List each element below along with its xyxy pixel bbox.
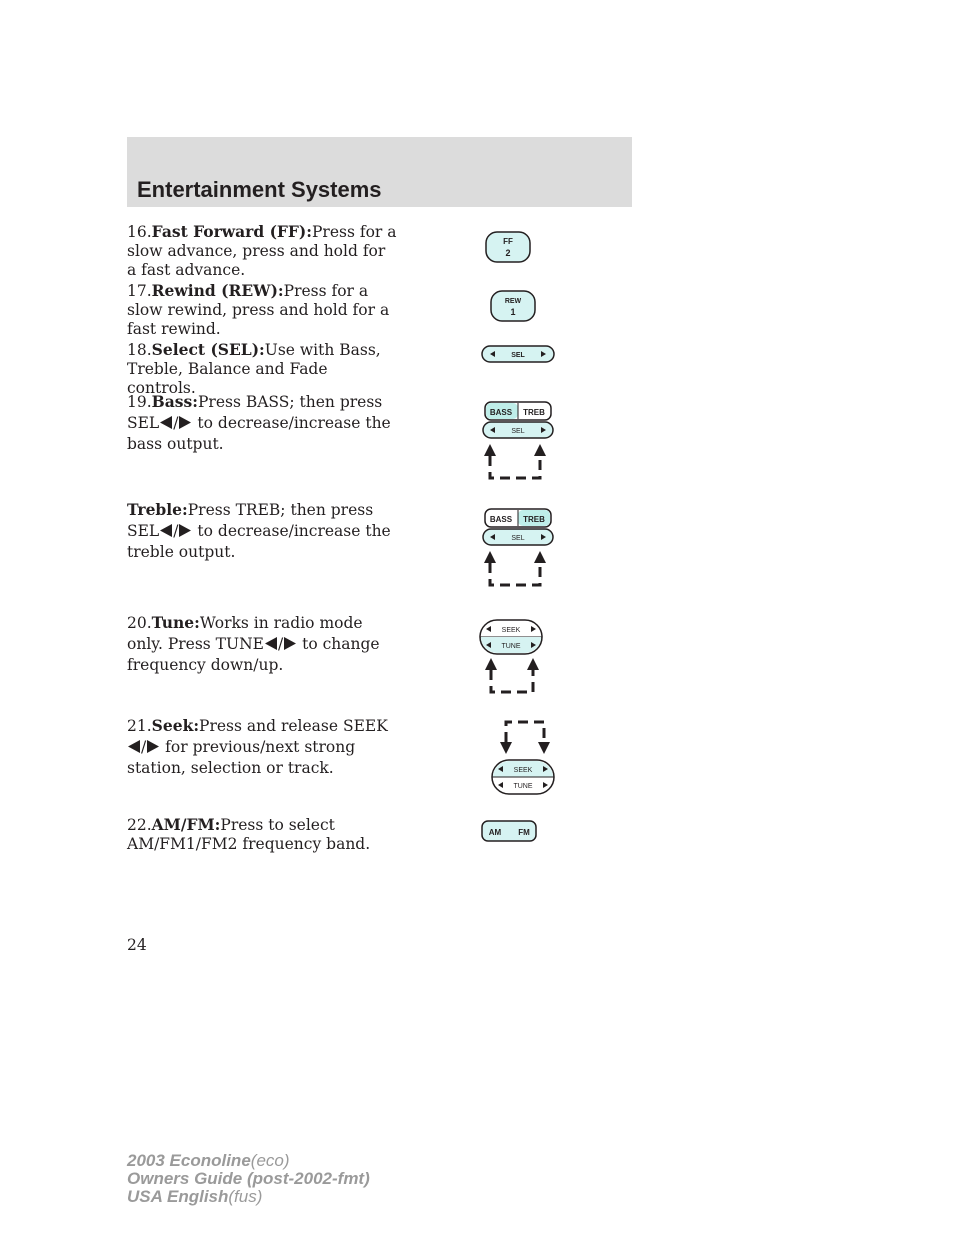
sel-label: SEL — [511, 535, 525, 542]
section-title: Entertainment Systems — [137, 177, 382, 202]
fm-label: FM — [518, 828, 530, 837]
am-label: AM — [488, 828, 502, 837]
item-text: to change frequency down/up. — [127, 635, 380, 674]
rew-number: 1 — [510, 307, 516, 317]
item-text: Press to select AM/FM1/FM2 frequency band. — [127, 816, 371, 853]
item-text: Press and release SEEK — [199, 717, 388, 735]
page-number: 24 — [127, 936, 147, 954]
left-triangle-icon — [127, 739, 141, 754]
item-number: 21. — [127, 717, 152, 735]
item-label: Fast Forward (FF): — [151, 222, 312, 241]
slash: / — [277, 635, 284, 653]
left-triangle-icon — [159, 415, 173, 430]
item-text: Press BASS; then press SEL — [127, 393, 383, 432]
footer-line-2: Owners Guide (post-2002-fmt) — [127, 1169, 370, 1188]
right-triangle-icon — [178, 523, 192, 538]
am-fm-button-illustration — [481, 820, 537, 842]
item-am-fm — [127, 815, 397, 854]
bass-label: BASS — [489, 408, 513, 417]
seek-label: SEEK — [513, 767, 533, 774]
item-tune — [127, 612, 397, 676]
ff-label: FF — [503, 237, 513, 246]
item-number: 22. — [127, 816, 152, 834]
item-label: Rewind (REW): — [151, 281, 284, 300]
ff-number: 2 — [505, 248, 511, 258]
tune-label: TUNE — [501, 643, 521, 650]
item-label: Treble: — [127, 500, 188, 519]
item-select — [127, 340, 397, 398]
header-band — [127, 137, 632, 207]
treb-label: TREB — [523, 515, 545, 524]
rew-button-illustration — [490, 290, 536, 322]
tune-label: TUNE — [513, 783, 533, 790]
item-rewind — [127, 281, 397, 339]
sel-button-illustration — [481, 345, 555, 363]
sel-label: SEL — [511, 352, 525, 359]
item-number: 16. — [127, 223, 152, 241]
item-seek — [127, 715, 397, 779]
bass-label: BASS — [489, 515, 513, 524]
item-text: Press for a slow rewind, press and hold for a fast rewind. — [127, 282, 390, 338]
ff-button-illustration — [485, 231, 531, 263]
sel-label: SEL — [511, 428, 525, 435]
item-text: Works in radio mode only. Press TUNE — [127, 614, 363, 653]
left-triangle-icon — [159, 523, 173, 538]
tune-illustration — [478, 618, 546, 696]
right-triangle-icon — [283, 636, 297, 651]
item-number: 18. — [127, 341, 152, 359]
item-text: for previous/next strong station, selection or track. — [127, 738, 356, 777]
item-number: 17. — [127, 282, 152, 300]
slash: / — [173, 414, 179, 432]
treb-label: TREB — [523, 408, 545, 417]
rew-label: REW — [504, 298, 522, 305]
item-label: AM/FM: — [151, 815, 221, 834]
item-text: Use with Bass, Treble, Balance and Fade controls. — [127, 341, 381, 397]
slash: / — [141, 738, 147, 756]
seek-illustration — [488, 718, 558, 796]
right-triangle-icon — [146, 739, 160, 754]
right-triangle-icon — [178, 415, 192, 430]
item-label: Select (SEL): — [151, 340, 265, 359]
item-label: Tune: — [151, 613, 200, 632]
footer — [127, 1152, 370, 1206]
bass-sel-illustration — [480, 400, 560, 482]
slash: / — [173, 522, 179, 540]
item-bass — [127, 391, 397, 455]
item-text: to decrease/increase the treble output. — [127, 522, 391, 561]
seek-label: SEEK — [501, 627, 521, 634]
item-label: Seek: — [151, 716, 200, 735]
item-number: 19. — [127, 393, 152, 411]
footer-line-1: 2003 Econoline(eco) — [127, 1151, 290, 1170]
item-fast-forward — [127, 222, 397, 280]
item-label: Bass: — [151, 392, 198, 411]
item-text: Press TREB; then press SEL — [127, 501, 374, 540]
item-text: Press for a slow advance, press and hold for a fast advance. — [127, 223, 397, 279]
item-number: 20. — [127, 614, 152, 632]
left-triangle-icon — [264, 636, 278, 651]
footer-line-3: USA English(fus) — [127, 1187, 263, 1206]
item-treble — [127, 499, 397, 563]
item-text: to decrease/increase the bass output. — [127, 414, 391, 453]
treble-sel-illustration — [480, 507, 560, 589]
